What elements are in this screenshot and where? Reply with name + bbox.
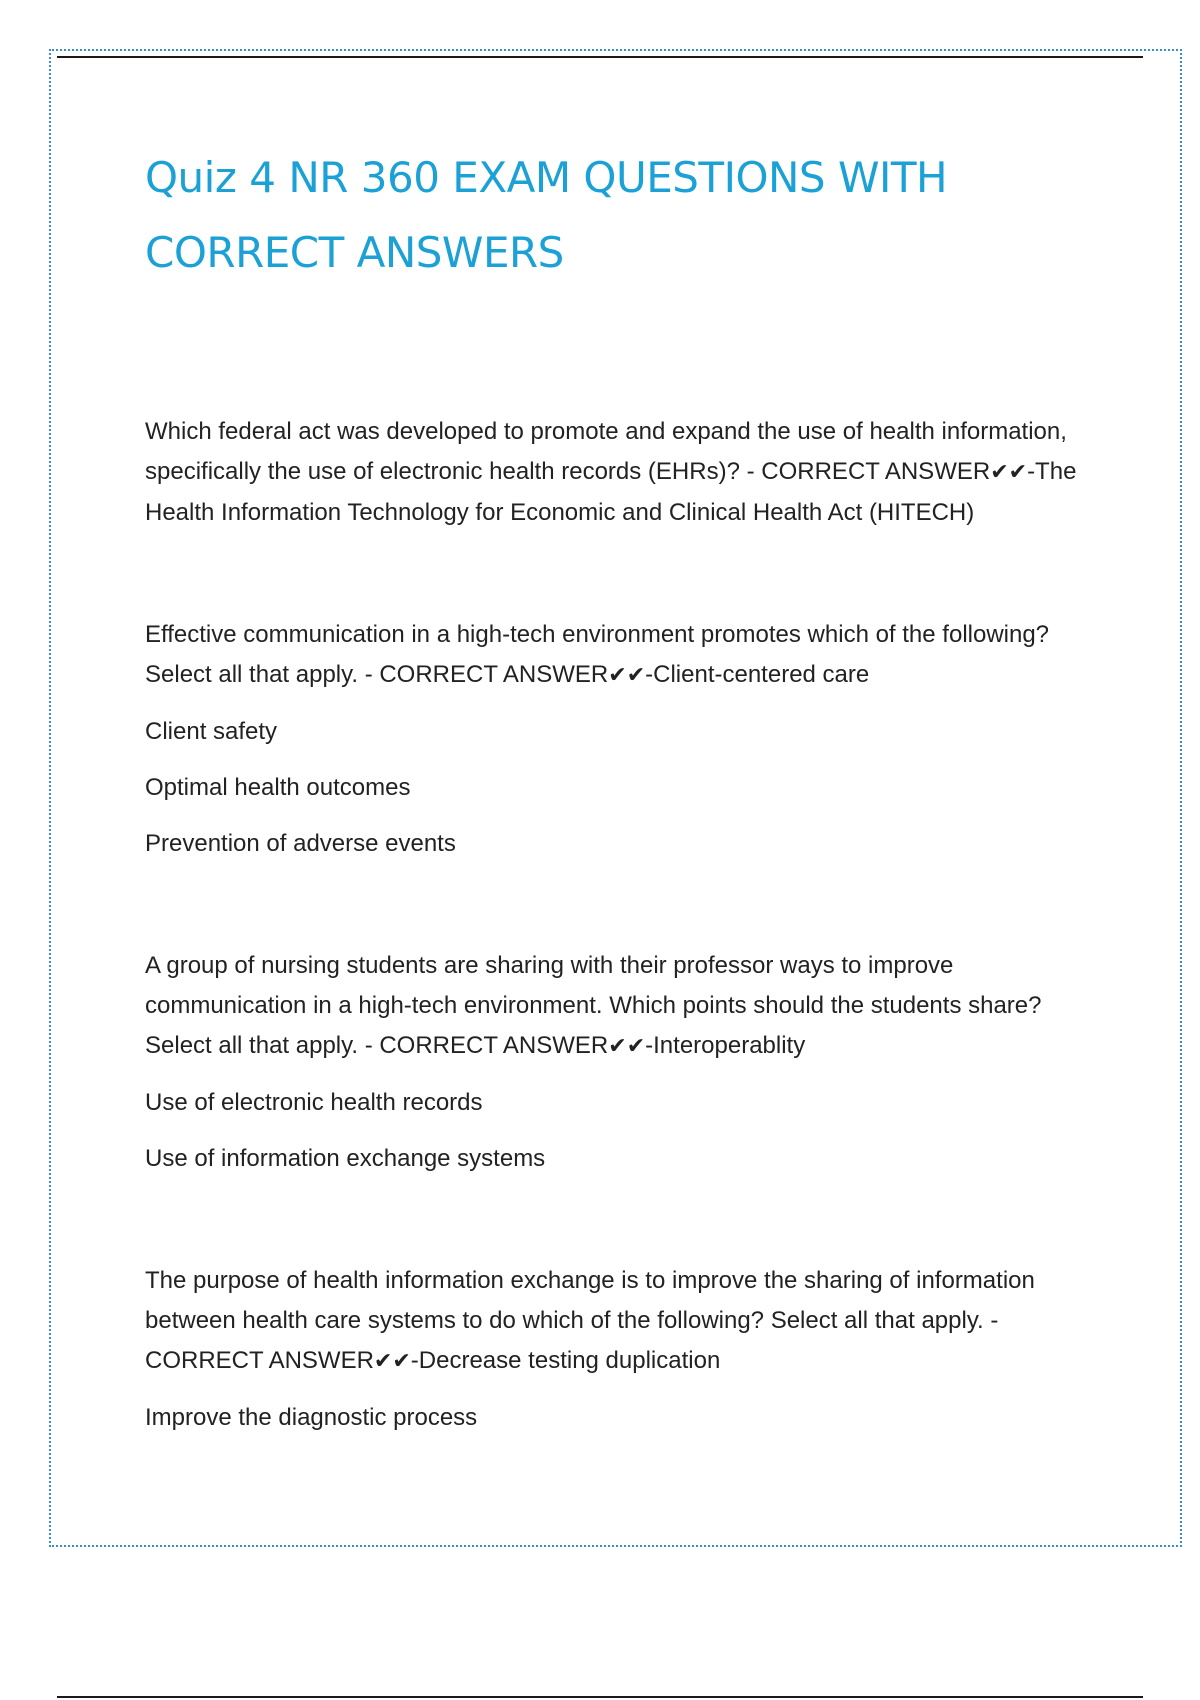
qa-block <box>145 412 1095 533</box>
bottom-rule <box>57 1696 1143 1698</box>
check-icon: ✔✔ <box>990 460 1028 485</box>
answer-item: Client safety <box>145 718 278 745</box>
answer-item: Prevention of adverse events <box>145 830 456 857</box>
question-text: Which federal act was developed to promote and expand the use of health information, specifically the use of electronic health records (EHRs)? - CORRECT ANSWER✔✔-The Health Information Technology for Economic and Clinical Health Act (HITECH) <box>145 418 1077 526</box>
answer-item: Use of electronic health records <box>145 1089 483 1116</box>
qa-block <box>145 1261 1095 1438</box>
question-text: A group of nursing students are sharing with their professor ways to improve communication in a high-tech environment. Which points should the students share? Select all that apply. - CORRECT ANSWER✔✔-Interoperablity <box>145 952 1042 1059</box>
qa-block <box>145 615 1095 864</box>
document-title: Quiz 4 NR 360 EXAM QUESTIONS WITH CORRECT ANSWERS <box>145 153 948 277</box>
qa-block <box>145 946 1095 1179</box>
check-icon: ✔✔ <box>608 663 646 688</box>
answer-item: Use of information exchange systems <box>145 1145 546 1172</box>
question-text: The purpose of health information exchange is to improve the sharing of information between health care systems to do which of the following? Select all that apply. - CORRECT ANSWER✔✔-Decrease testing duplication <box>145 1267 1035 1374</box>
check-icon: ✔✔ <box>608 1034 646 1059</box>
answer-item: Improve the diagnostic process <box>145 1404 478 1431</box>
document-body <box>145 140 1095 1438</box>
answer-item: Optimal health outcomes <box>145 774 411 801</box>
question-text: Effective communication in a high-tech environment promotes which of the following? Select all that apply. - CORRECT ANSWER✔✔-Client-centered care <box>145 621 1050 688</box>
check-icon: ✔✔ <box>373 1349 411 1374</box>
